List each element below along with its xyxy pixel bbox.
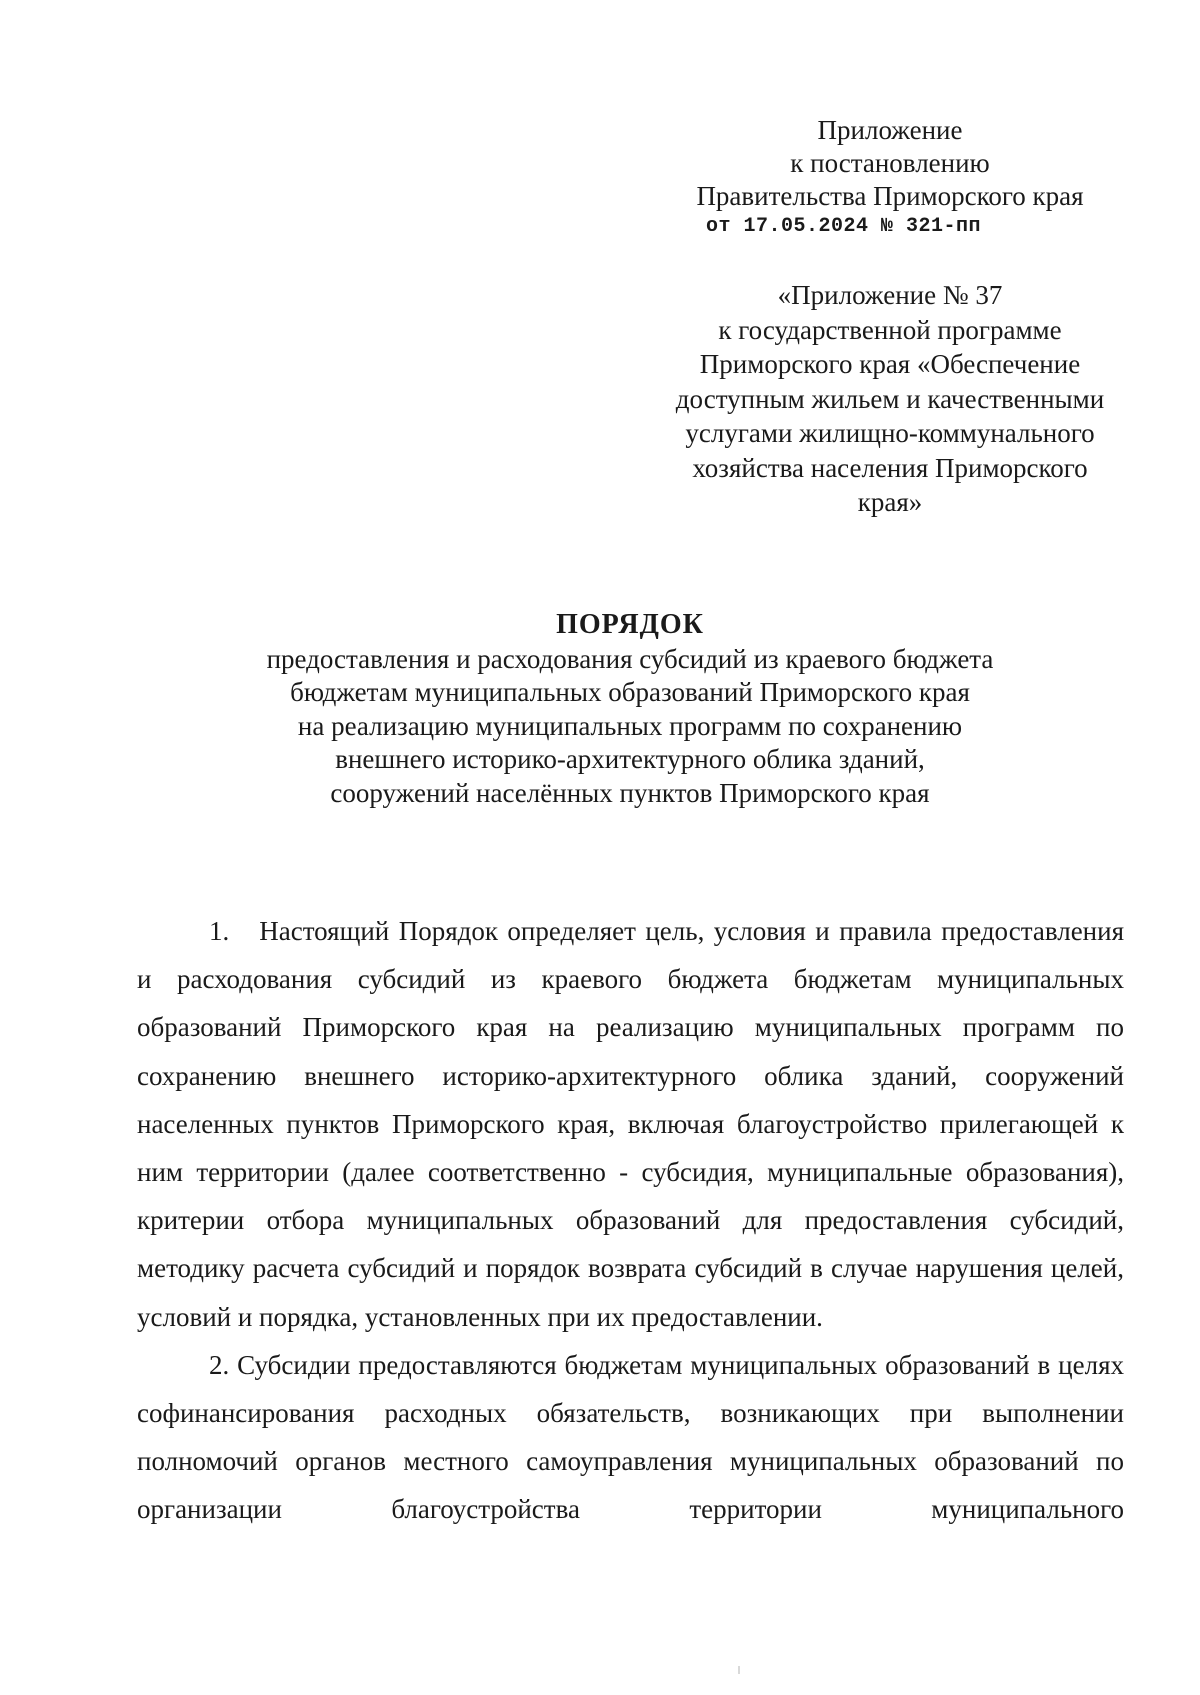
title-subline-3: на реализацию муниципальных программ по сохранению (297, 710, 963, 741)
paragraph-2: 2. Субсидии предоставляются бюджетам муниципальных образований в целях софинансирования расходных обязательств, возникающих при выполнении полномочий органов местного самоуправления муниципальных образований по организации благоустройства территории муниципального (137, 1349, 1124, 1525)
program-line-2: к государственной программе (718, 314, 1062, 345)
program-line-6: хозяйства населения Приморского (692, 452, 1088, 483)
appendix-header-line-2: к постановлению (790, 148, 990, 178)
title-subline-1: предоставления и расходования субсидий из краевого бюджета (266, 643, 994, 674)
registration-stamp: от 17.05.2024 № 321-пп (706, 215, 982, 238)
title-subline-5: сооружений населённых пунктов Приморского края (330, 777, 930, 808)
program-line-5: услугами жилищно-коммунального (685, 418, 1095, 448)
program-appendix-reference (640, 278, 1140, 520)
paragraph-1-text: Настоящий Порядок определяет цель, условия и правила предоставления и расходования субсидий из краевого бюджета бюджетам муниципальных образований Приморского края на реализацию муниципальных программ по сохранению внешнего историко-архитектурного облика зданий, сооружений населенных пунктов Приморского края, включая благоустройство прилегающей к ним территории (далее соответственно - субсидия, муниципальные образования), критерии отбора муниципальных образований для предоставления субсидий, методику расчета субсидий и порядок возврата субсидий в случае нарушения целей, условий и порядка, установленных при их предоставлении. (137, 916, 1124, 1332)
program-line-1: «Приложение № 37 (777, 280, 1003, 310)
document-title: ПОРЯДОК (556, 609, 704, 640)
program-line-4: доступным жильем и качественными (675, 383, 1105, 414)
appendix-header-line-1: Приложение (817, 115, 963, 145)
appendix-header-line-3: Правительства Приморского края (696, 181, 1084, 211)
program-line-3: Приморского края «Обеспечение (699, 349, 1081, 379)
scan-speck (738, 1666, 740, 1674)
title-subline-4: внешнего историко-архитектурного облика зданий, (335, 744, 925, 774)
document-title-block (150, 608, 1110, 810)
title-subline-2: бюджетам муниципальных образований Приморского края (290, 677, 970, 707)
program-line-7: края» (857, 487, 923, 517)
appendix-header (640, 114, 1140, 213)
paragraph-1-number: 1. (209, 916, 230, 946)
document-body (137, 907, 1124, 1534)
paragraph-1 (137, 907, 1124, 1341)
